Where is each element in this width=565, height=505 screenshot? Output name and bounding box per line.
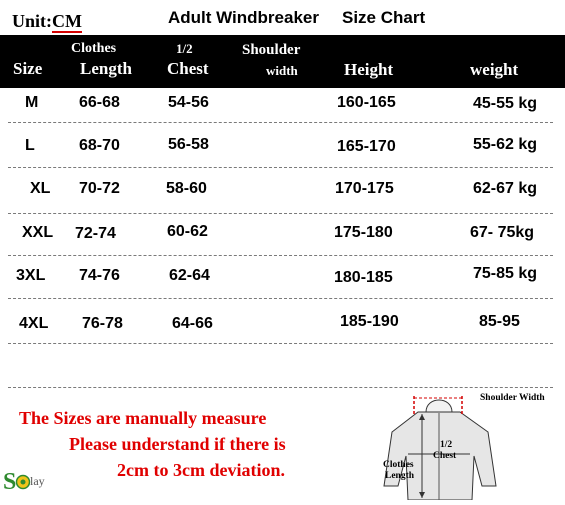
row-3-chest: 58-60 xyxy=(166,180,207,197)
col-chest-top: 1/2 xyxy=(176,41,193,56)
row-divider xyxy=(8,343,553,344)
col-chest-bottom: Chest xyxy=(167,59,209,78)
row-4-chest: 60-62 xyxy=(167,223,208,240)
page-title-left: Adult Windbreaker xyxy=(168,8,319,27)
row-2-weight: 55-62 kg xyxy=(473,136,538,153)
diagram-chest-bottom: Chest xyxy=(433,451,457,461)
measurement-diagram xyxy=(370,386,565,500)
brand-logo xyxy=(2,464,62,498)
col-length-bottom: Length xyxy=(80,59,132,78)
unit-value: CM xyxy=(52,11,82,31)
brand-logo-graphic xyxy=(2,464,62,498)
col-height: Height xyxy=(344,60,394,79)
row-1-height: 160-165 xyxy=(337,94,396,111)
row-5-length: 74-76 xyxy=(79,267,120,284)
row-5-weight: 75-85 kg xyxy=(473,265,538,282)
row-divider xyxy=(8,167,553,168)
row-5-height: 180-185 xyxy=(334,269,393,286)
col-length-top: Clothes xyxy=(71,41,117,56)
page-title-right: Size Chart xyxy=(342,8,426,27)
row-3-size: XL xyxy=(30,180,51,197)
row-4-weight: 67- 75kg xyxy=(470,224,535,241)
unit-label xyxy=(12,11,82,32)
row-2-chest: 56-58 xyxy=(168,136,209,153)
row-2-size: L xyxy=(25,137,35,154)
svg-text:lay: lay xyxy=(30,474,45,488)
row-divider xyxy=(8,255,553,256)
diagram-length-top: Clothes xyxy=(383,460,414,470)
unit-prefix: Unit: xyxy=(12,11,52,31)
row-4-height: 175-180 xyxy=(334,224,393,241)
row-6-length: 76-78 xyxy=(82,315,123,332)
row-3-height: 170-175 xyxy=(335,180,394,197)
row-4-length: 72-74 xyxy=(75,225,116,242)
row-3-length: 70-72 xyxy=(79,180,120,197)
note-line-1: The Sizes are manually measure xyxy=(19,408,267,428)
row-2-length: 68-70 xyxy=(79,137,120,154)
row-3-weight: 62-67 kg xyxy=(473,180,538,197)
row-1-weight: 45-55 kg xyxy=(473,95,538,112)
row-6-size: 4XL xyxy=(19,315,49,332)
note-line-2: Please understand if there is xyxy=(69,434,286,454)
row-5-size: 3XL xyxy=(16,267,46,284)
row-6-weight: 85-95 xyxy=(479,313,520,330)
row-6-chest: 64-66 xyxy=(172,315,213,332)
jacket-outline-icon xyxy=(370,386,565,500)
col-size: Size xyxy=(13,59,43,78)
row-2-height: 165-170 xyxy=(337,138,396,155)
row-divider xyxy=(8,122,553,123)
row-1-length: 66-68 xyxy=(79,94,120,111)
row-5-chest: 62-64 xyxy=(169,267,210,284)
row-6-height: 185-190 xyxy=(340,313,399,330)
note-line-3: 2cm to 3cm deviation. xyxy=(117,460,285,480)
svg-text:S: S xyxy=(3,469,17,495)
diagram-length-bottom: Length xyxy=(385,471,415,481)
row-1-chest: 54-56 xyxy=(168,94,209,111)
row-4-size: XXL xyxy=(22,224,54,241)
col-shoulder-top: Shoulder xyxy=(242,42,301,58)
diagram-shoulder-label: Shoulder Width xyxy=(480,393,545,403)
row-1-size: M xyxy=(25,94,39,111)
diagram-chest-top: 1/2 xyxy=(440,440,453,450)
col-shoulder-bottom: width xyxy=(266,63,298,78)
row-divider xyxy=(8,213,553,214)
col-weight: weight xyxy=(470,60,519,79)
row-divider xyxy=(8,298,553,299)
table-header xyxy=(0,35,565,88)
